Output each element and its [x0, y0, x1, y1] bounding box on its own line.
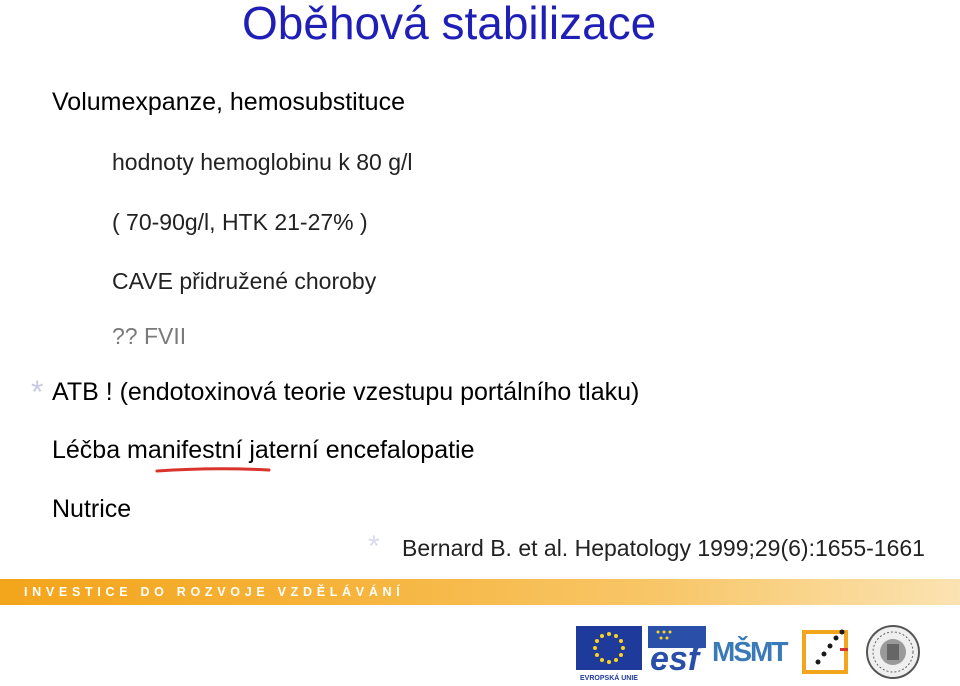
msmt-logo-icon	[712, 626, 792, 678]
page-title: Oběhová stabilizace	[242, 0, 657, 49]
esf-text: esf	[650, 640, 700, 678]
item-encefalopatie: Léčba manifestní jaterní encefalopatie	[52, 436, 475, 464]
bullet-star-atb: *	[31, 374, 44, 410]
item-hemoglobin: hodnoty hemoglobinu k 80 g/l	[112, 149, 413, 175]
item-atb: ATB ! (endotoxinová teorie vzestupu portálního tlaku)	[52, 378, 640, 406]
handwritten-underline	[155, 466, 271, 474]
university-seal-icon	[864, 624, 922, 680]
item-cave: CAVE přidružené choroby	[112, 268, 377, 294]
msmt-text: MŠMT	[712, 636, 787, 667]
banner-text: INVESTICE DO ROZVOJE VZDĚLÁVÁNÍ	[24, 585, 405, 599]
reference-citation: Bernard B. et al. Hepatology 1999;29(6):1655-1661	[402, 535, 925, 561]
item-volumexpanze: Volumexpanze, hemosubstituce	[52, 88, 405, 116]
reference-star: *	[368, 530, 380, 563]
eu-flag-icon	[576, 626, 642, 682]
item-nutrice: Nutrice	[52, 495, 132, 523]
item-fvii: ?? FVII	[112, 323, 187, 349]
esf-logo-icon	[648, 626, 706, 678]
item-htk: ( 70-90g/l, HTK 21-27% )	[112, 209, 368, 235]
op-vk-logo-icon	[796, 626, 856, 678]
eu-caption: EVROPSKÁ UNIE	[580, 675, 638, 682]
